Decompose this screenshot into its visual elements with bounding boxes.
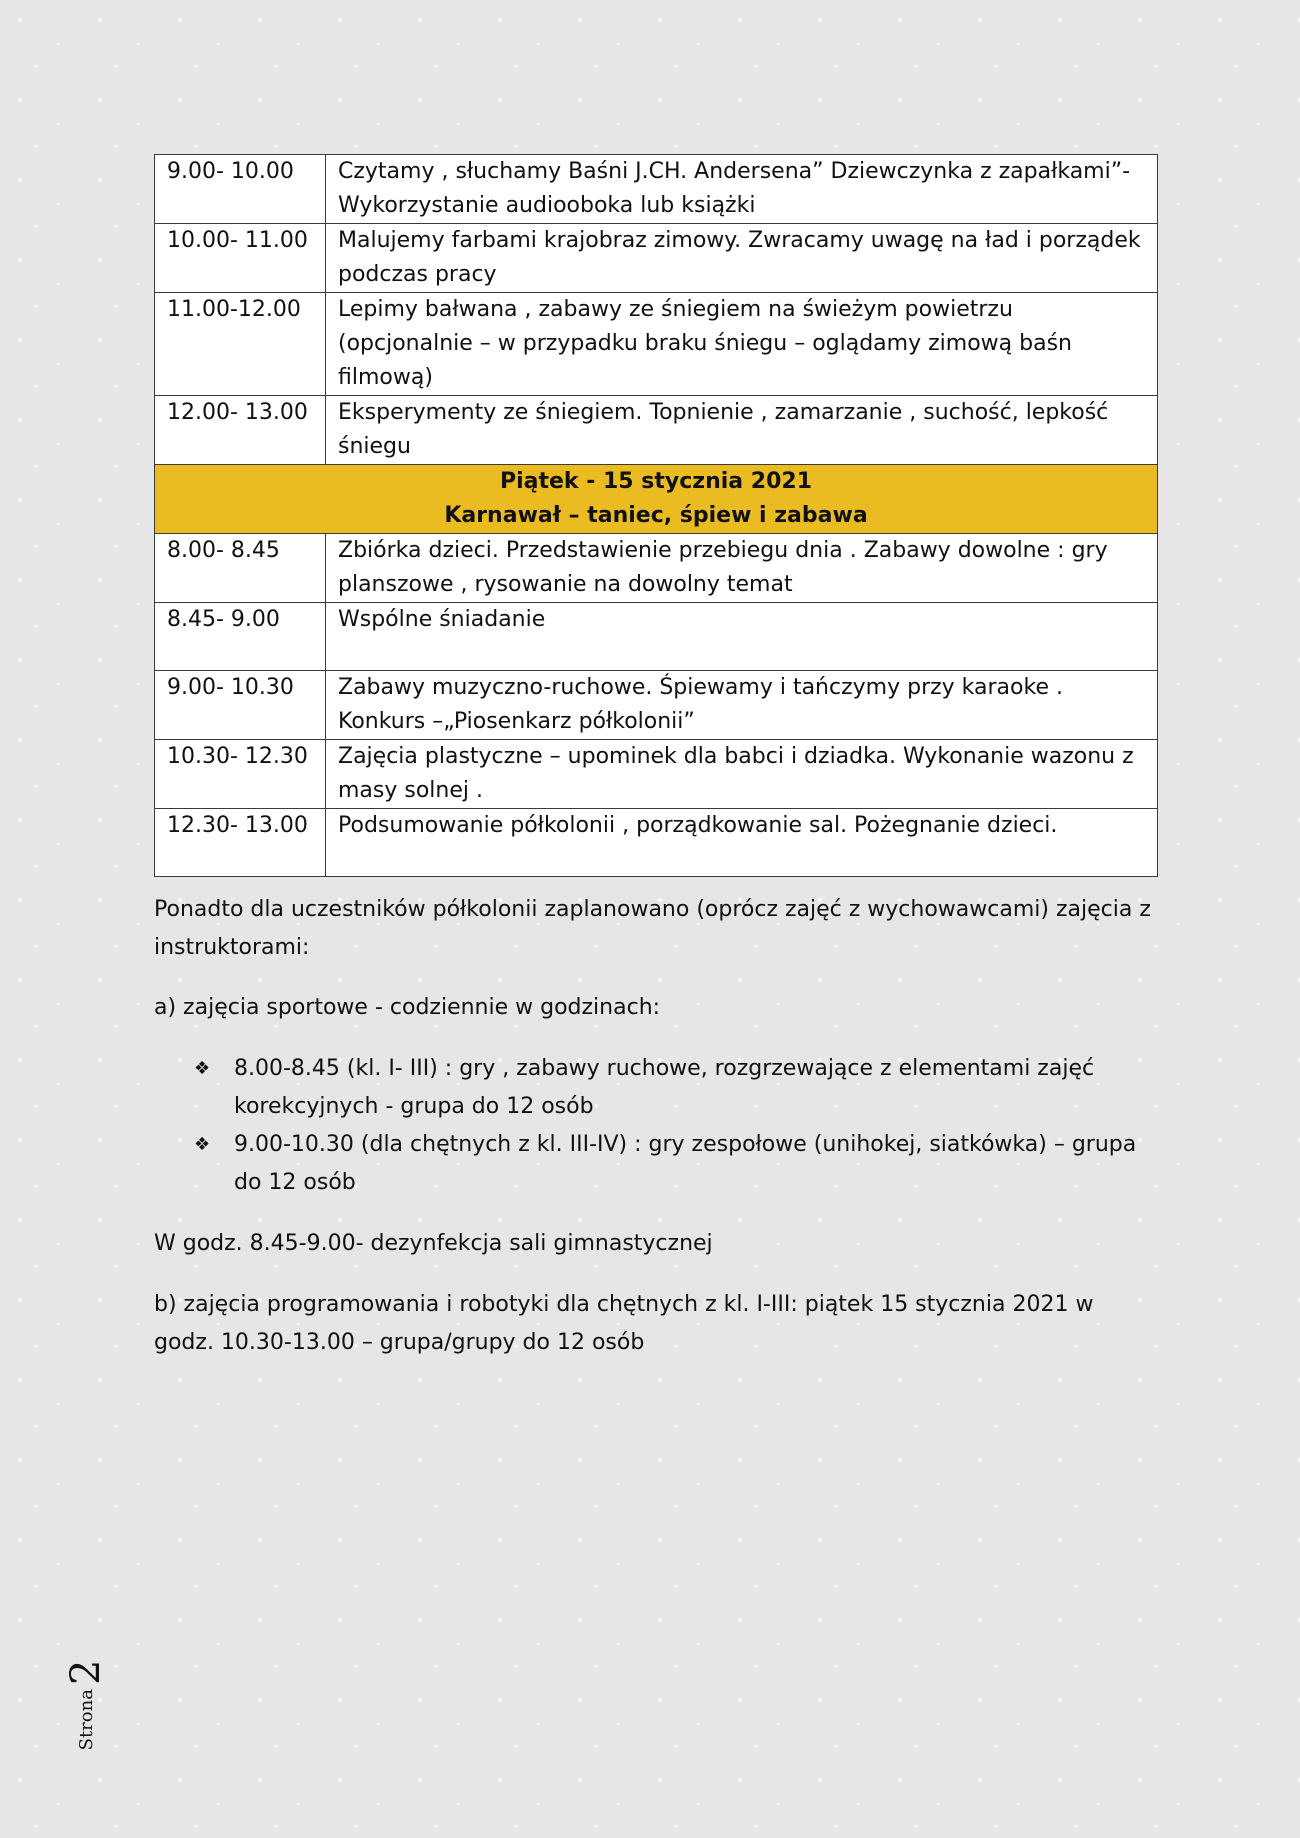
intro-paragraph: Ponadto dla uczestników półkolonii zaplanowano (oprócz zajęć z wychowawcami) zajęcia z instruktorami: (154, 897, 1151, 960)
list-item (194, 1050, 1154, 1126)
activity-cell: Malujemy farbami krajobraz zimowy. Zwracamy uwagę na ład i porządek podczas pracy (326, 224, 1158, 293)
page-number-value: 2 (63, 1659, 109, 1686)
day-theme: Karnawał – taniec, śpiew i zabawa (444, 503, 868, 528)
table-row (155, 809, 1158, 877)
table-row (155, 534, 1158, 603)
list-item-text: 9.00-10.30 (dla chętnych z kl. III-IV) : gry zespołowe (unihokej, siatkówka) – grupa do 12 osób (234, 1132, 1137, 1195)
activity-cell: Zbiórka dzieci. Przedstawienie przebiegu dnia . Zabawy dowolne : gry planszowe , rysowanie na dowolny temat (326, 534, 1158, 603)
day-title: Piątek - 15 stycznia 2021 (499, 469, 813, 494)
activity-cell: Eksperymenty ze śniegiem. Topnienie , zamarzanie , suchość, lepkość śniegu (326, 396, 1158, 465)
table-row (155, 603, 1158, 671)
time-cell: 9.00- 10.30 (155, 671, 326, 740)
table-row (155, 155, 1158, 224)
time-cell: 9.00- 10.00 (155, 155, 326, 224)
time-cell: 8.00- 8.45 (155, 534, 326, 603)
page-number (51, 1659, 121, 1751)
time-cell: 10.30- 12.30 (155, 740, 326, 809)
table-row (155, 396, 1158, 465)
time-cell: 12.30- 13.00 (155, 809, 326, 877)
page-label: Strona (75, 1689, 97, 1751)
section-a-heading: a) zajęcia sportowe - codziennie w godzinach: (154, 995, 661, 1020)
schedule-table (154, 154, 1158, 877)
list-item-text: 8.00-8.45 (kl. I- III) : gry , zabawy ruchowe, rozgrzewające z elementami zajęć korekcyjnych - grupa do 12 osób (234, 1056, 1095, 1119)
four-diamond-bullet-icon: ❖ (194, 1058, 211, 1079)
activity-cell: Czytamy , słuchamy Baśni J.CH. Andersena” Dziewczynka z zapałkami”- Wykorzystanie audiooboka lub książki (326, 155, 1158, 224)
activity-cell: Zabawy muzyczno-ruchowe. Śpiewamy i tańczymy przy karaoke . Konkurs –„Piosenkarz półkolonii” (326, 671, 1158, 740)
section-b-paragraph: b) zajęcia programowania i robotyki dla chętnych z kl. I-III: piątek 15 stycznia 2021 w godz. 10.30-13.00 – grupa/grupy do 12 osób (154, 1292, 1094, 1355)
activity-cell: Zajęcia plastyczne – upominek dla babci i dziadka. Wykonanie wazonu z masy solnej . (326, 740, 1158, 809)
activity-cell: Podsumowanie półkolonii , porządkowanie sal. Pożegnanie dzieci. (326, 809, 1158, 877)
activity-cell: Wspólne śniadanie (326, 603, 1158, 671)
time-cell: 10.00- 11.00 (155, 224, 326, 293)
four-diamond-bullet-icon: ❖ (194, 1134, 211, 1155)
table-row (155, 293, 1158, 396)
day-header-cell (155, 465, 1158, 534)
table-row (155, 224, 1158, 293)
day-header-row (155, 465, 1158, 534)
time-cell: 8.45- 9.00 (155, 603, 326, 671)
activity-cell: Lepimy bałwana , zabawy ze śniegiem na świeżym powietrzu (opcjonalnie – w przypadku braku śniegu – oglądamy zimową baśn filmową) (326, 293, 1158, 396)
list-item (194, 1126, 1154, 1202)
time-cell: 11.00-12.00 (155, 293, 326, 396)
disinfection-note: W godz. 8.45-9.00- dezynfekcja sali gimnastycznej (154, 1231, 713, 1256)
table-row (155, 671, 1158, 740)
time-cell: 12.00- 13.00 (155, 396, 326, 465)
table-row (155, 740, 1158, 809)
sports-schedule-list (194, 1050, 1154, 1202)
